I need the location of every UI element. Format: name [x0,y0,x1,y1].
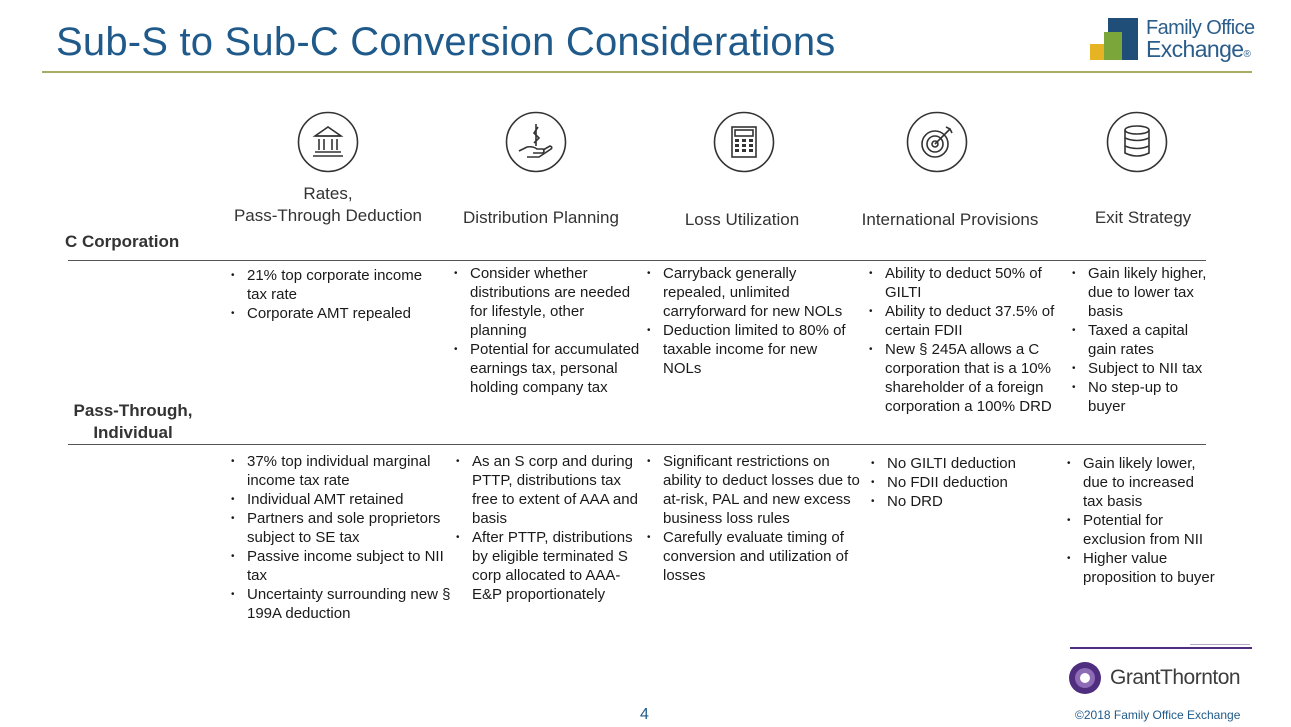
list-item: • 21% top corporate income tax rate [231,266,445,304]
column-heading-loss: Loss Utilization [684,210,800,229]
list-item: • No DRD [871,492,1061,511]
list-item: • Higher value proposition to buyer [1067,549,1217,587]
list-item: • Partners and sole proprietors subject to SE tax [231,509,451,547]
list-item: • As an S corp and during PTTP, distributions tax free to extent of AAA and basis [456,452,646,528]
page-number: 4 [640,706,649,723]
column-heading-rates-line2: Pass-Through Deduction [233,206,423,225]
list-item: • No GILTI deduction [871,454,1061,473]
list-item: • Significant restrictions on ability to deduct losses due to at-risk, PAL and new excess business loss rules [647,452,861,528]
hand-dollar-icon [505,111,567,173]
cell-c-corp-distribution [454,264,644,397]
column-heading-rates-line1: Rates, [303,184,353,203]
cell-pass-through-loss [647,452,861,585]
list-item: • After PTTP, distributions by eligible terminated S corp allocated to AAA-E&P proportionately [456,528,646,604]
cell-pass-through-exit [1067,454,1217,587]
row-label-pass-through-line1: Pass-Through, [73,401,193,420]
list-item: • Carefully evaluate timing of conversion and utilization of losses [647,528,861,585]
list-item: • 37% top individual marginal income tax rate [231,452,451,490]
list-item: • Potential for exclusion from NII [1067,511,1217,549]
list-item: • Uncertainty surrounding new § 199A deduction [231,585,451,623]
list-item: • Subject to NII tax [1072,359,1217,378]
list-item: • Carryback generally repealed, unlimited carryforward for new NOLs [647,264,847,321]
cell-pass-through-distribution [456,452,646,604]
column-heading-exit: Exit Strategy [1094,208,1192,227]
footer-rule [1070,647,1252,649]
list-item: • Individual AMT retained [231,490,451,509]
column-heading-rates [213,183,443,227]
bank-icon [297,111,359,173]
list-item: • Passive income subject to NII tax [231,547,451,585]
list-item: • No step-up to buyer [1072,378,1217,416]
list-item: • Taxed a capital gain rates [1072,321,1217,359]
family-office-exchange-logo [1088,16,1263,68]
row-label-c-corporation: C Corporation [65,232,180,251]
column-heading-international: International Provisions [861,210,1039,229]
grant-thornton-logo [1068,660,1258,696]
title-divider [42,71,1252,73]
list-item: • No FDII deduction [871,473,1061,492]
cell-c-corp-rates [231,266,445,323]
cell-c-corp-exit [1072,264,1217,416]
cell-pass-through-rates [231,452,451,623]
grant-thornton-mark-icon [1068,661,1102,695]
list-item: • New § 245A allows a C corporation that is a 10% shareholder of a foreign corporation a 100% DRD [869,340,1059,416]
grant-thornton-wordmark: GrantThornton [1110,666,1241,689]
cell-c-corp-international [869,264,1059,416]
row-label-pass-through [58,400,208,444]
row-divider [68,260,1206,261]
list-item: • Ability to deduct 50% of GILTI [869,264,1059,302]
cell-pass-through-international [871,454,1061,511]
list-item: • Ability to deduct 37.5% of certain FDII [869,302,1059,340]
foe-logo-line2: Exchange [1146,36,1244,62]
cell-c-corp-loss [647,264,847,378]
foe-logo-line1: Family Office [1146,17,1255,39]
foe-logo-mark-icon [1088,16,1144,64]
footer-accent-rule [1190,644,1250,645]
column-heading-distribution: Distribution Planning [463,208,619,227]
list-item: • Consider whether distributions are needed for lifestyle, other planning [454,264,644,340]
target-icon [906,111,968,173]
calculator-icon [713,111,775,173]
list-item: • Potential for accumulated earnings tax, personal holding company tax [454,340,644,397]
copyright-notice: ©2018 Family Office Exchange [1075,708,1241,722]
foe-logo-reg: ® [1243,49,1251,60]
list-item: • Gain likely higher, due to lower tax basis [1072,264,1217,321]
list-item: • Deduction limited to 80% of taxable income for new NOLs [647,321,847,378]
list-item: • Corporate AMT repealed [231,304,445,323]
row-label-pass-through-line2: Individual [93,423,173,442]
database-icon [1106,111,1168,173]
list-item: • Gain likely lower, due to increased tax basis [1067,454,1217,511]
row-divider [68,444,1206,445]
page-title: Sub-S to Sub-C Conversion Considerations [56,20,836,64]
